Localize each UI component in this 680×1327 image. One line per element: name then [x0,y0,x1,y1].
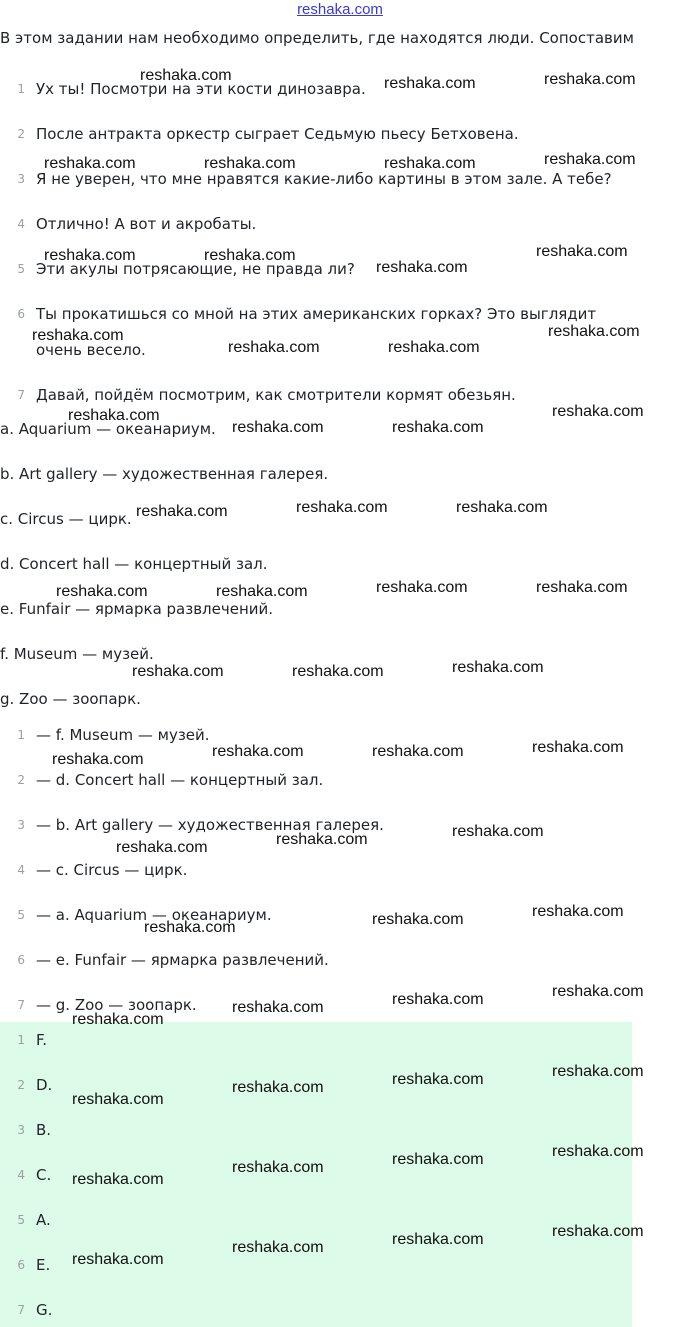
option-item: d. Concert hall — концертный зал. [0,555,268,573]
item-text: — d. Concert hall — концертный зал. [36,771,324,789]
watermark: reshaka.com [228,339,320,356]
watermark: reshaka.com [232,1239,324,1256]
watermark: reshaka.com [144,919,236,936]
watermark: reshaka.com [552,1143,644,1160]
item-text: очень весело. [36,341,146,359]
watermark: reshaka.com [68,407,160,424]
option-item: g. Zoo — зоопарк. [0,690,141,708]
item-text: F. [36,1031,47,1049]
watermark: reshaka.com [536,579,628,596]
item-text: — g. Zoo — зоопарк. [36,996,197,1014]
watermark: reshaka.com [136,503,228,520]
watermark: reshaka.com [132,663,224,680]
item-number: 3 [17,1123,25,1137]
watermark: reshaka.com [232,419,324,436]
watermark: reshaka.com [72,1251,164,1268]
item-text: E. [36,1256,51,1274]
site-link[interactable]: reshaka.com [297,1,383,18]
watermark: reshaka.com [212,743,304,760]
item-number: 4 [17,863,25,877]
item-number: 2 [17,127,25,141]
item-text: Отлично! А вот и акробаты. [36,215,257,233]
watermark: reshaka.com [44,247,136,264]
watermark: reshaka.com [452,659,544,676]
item-number: 6 [17,307,25,321]
watermark: reshaka.com [544,151,636,168]
watermark: reshaka.com [216,583,308,600]
watermark: reshaka.com [140,67,232,84]
intro-text: В этом задании нам необходимо определить, где находятся люди. Сопоставим [0,29,634,47]
watermark: reshaka.com [232,1159,324,1176]
watermark: reshaka.com [204,247,296,264]
item-text: Ух ты! Посмотри на эти кости динозавра. [36,80,366,98]
watermark: reshaka.com [372,911,464,928]
watermark: reshaka.com [72,1171,164,1188]
watermark: reshaka.com [392,1231,484,1248]
watermark: reshaka.com [392,419,484,436]
watermark: reshaka.com [56,583,148,600]
item-text: D. [36,1076,53,1094]
item-number: 3 [17,172,25,186]
watermark: reshaka.com [296,499,388,516]
item-number: 6 [17,1258,25,1272]
item-number: 5 [17,1213,25,1227]
watermark: reshaka.com [372,743,464,760]
watermark: reshaka.com [544,71,636,88]
option-item: c. Circus — цирк. [0,510,132,528]
watermark: reshaka.com [232,1079,324,1096]
item-text: — b. Art gallery — художественная галерея. [36,816,384,834]
item-text: B. [36,1121,52,1139]
item-number: 7 [17,1303,25,1317]
watermark: reshaka.com [376,259,468,276]
watermark: reshaka.com [532,903,624,920]
watermark: reshaka.com [52,751,144,768]
item-text: A. [36,1211,51,1229]
item-text: — a. Aquarium — океанариум. [36,906,272,924]
watermark: reshaka.com [552,403,644,420]
watermark: reshaka.com [456,499,548,516]
watermark: reshaka.com [292,663,384,680]
item-number: 1 [17,1033,25,1047]
option-item: b. Art gallery — художественная галерея. [0,465,329,483]
item-text: Эти акулы потрясающие, не правда ли? [36,260,355,278]
watermark: reshaka.com [376,579,468,596]
watermark: reshaka.com [116,839,208,856]
item-number: 2 [17,773,25,787]
watermark: reshaka.com [548,323,640,340]
item-number: 7 [17,388,25,402]
watermark: reshaka.com [232,999,324,1016]
item-number: 5 [17,908,25,922]
item-number: 3 [17,818,25,832]
item-number: 6 [17,953,25,967]
watermark: reshaka.com [552,1223,644,1240]
watermark: reshaka.com [204,155,296,172]
watermark: reshaka.com [552,1063,644,1080]
watermark: reshaka.com [384,75,476,92]
item-text: Ты прокатишься со мной на этих американских горках? Это выглядит [36,305,597,323]
watermark: reshaka.com [276,831,368,848]
watermark: reshaka.com [532,739,624,756]
item-number: 1 [17,82,25,96]
watermark: reshaka.com [392,991,484,1008]
watermark: reshaka.com [72,1011,164,1028]
item-number: 4 [17,1168,25,1182]
item-number: 2 [17,1078,25,1092]
item-text: — e. Funfair — ярмарка развлечений. [36,951,329,969]
item-number: 4 [17,217,25,231]
watermark: reshaka.com [388,339,480,356]
item-number: 5 [17,262,25,276]
watermark: reshaka.com [44,155,136,172]
item-text: Давай, пойдём посмотрим, как смотрители кормят обезьян. [36,386,516,404]
watermark: reshaka.com [392,1151,484,1168]
option-item: e. Funfair — ярмарка развлечений. [0,600,274,618]
watermark: reshaka.com [72,1091,164,1108]
item-text: G. [36,1301,53,1319]
watermark: reshaka.com [452,823,544,840]
item-number: 1 [17,728,25,742]
watermark: reshaka.com [552,983,644,1000]
watermark: reshaka.com [536,243,628,260]
watermark: reshaka.com [392,1071,484,1088]
option-item: a. Aquarium — океанариум. [0,420,216,438]
item-text: — c. Circus — цирк. [36,861,188,879]
item-number: 7 [17,998,25,1012]
item-text: Я не уверен, что мне нравятся какие-либо картины в этом зале. А тебе? [36,170,612,188]
watermark: reshaka.com [32,327,124,344]
item-text: — f. Museum — музей. [36,726,210,744]
watermark: reshaka.com [384,155,476,172]
item-text: C. [36,1166,52,1184]
item-text: После антракта оркестр сыграет Седьмую пьесу Бетховена. [36,125,519,143]
option-item: f. Museum — музей. [0,645,154,663]
